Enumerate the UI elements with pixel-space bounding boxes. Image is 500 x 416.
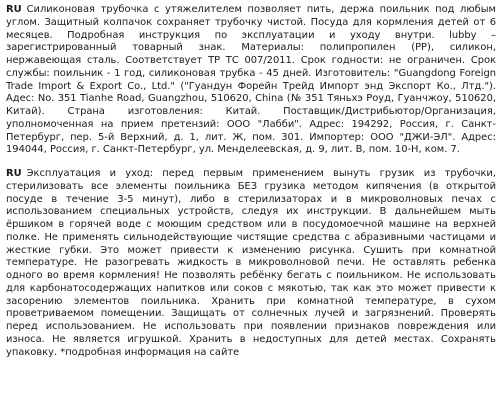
care-instructions-text: Эксплуатация и уход: перед первым применением вынуть грузик из трубочки, стерилизовать все элементы поильника БЕЗ грузика методом кипячения (в открытой посуде в течение 3-5 минут), либо в стерилизаторах и в микроволновых печах с использованием специальных устройств, следуя их инструкции. В дальнейшем мыть ёршиком в горячей воде с моющим средством или в посудомоечной машине на верхней полке. Не применять сильнодействующие чистящие средства с абразивными частицами и жесткие губки. Это может привести к изменению рисунка. Сушить при комнатной температуре. Не разогревать жидкость в микроволновой печи. Не оставлять ребенка одного во время кормления! Не позволять ребёнку бегать с поильником. Не использовать для карбонатосодержащих напитков или соков с мякотью, так как это может привести к засорению элементов поильника. Хранить при комнатной температуре, в сухом проветриваемом помещении. Защищать от солнечных лучей и загрязнений. Проверять перед использованием. Не использовать при появлении признаков повреждения или износа. Не является игрушкой. Хранить в недоступных для детей местах. Сохранять упаковку. *подробная информация на сайте	[6, 168, 496, 358]
label-document	[6, 4, 496, 359]
language-code: RU	[6, 4, 22, 15]
language-code: RU	[6, 168, 22, 179]
product-description-text: Силиконовая трубочка с утяжелителем позволяет пить, держа поильник под любым углом. Защитный колпачок сохраняет трубочку чистой. Посуда для кормления детей от 6 месяцев. Подробная инструкция по эксплуатации и уходу внутри. lubby – зарегистрированный товарный знак. Материалы: полипропилен (PP), силикон, нержавеющая сталь. Соответствует ТР ТС 007/2011. Срок годности: не ограничен. Срок службы: поильник - 1 год, силиконовая трубка - 45 дней. Изготовитель: "Guangdong Foreign Trade Import & Export Co., Ltd." ("Гуандун Форейн Трейд Импорт энд Экспорт Ко., Лтд."). Адес: No. 351 Tianhe Road, Guangzhou, 510620, China (№ 351 Тяньхэ Роуд, Гуанчжоу, 510620, Китай). Страна изготовления: Китай. Поставщик/Дистрибьютор/Организация, уполномоченная на прием претензий: ООО "Лабби". Адрес: 194292, Россия, г. Санкт-Петербург, пер. 5-й Верхний, д. 1, лит. Ж, пом. 301. Импортер: ООО "ДЖИ-ЭЛ". Адрес: 194044, Россия, г. Санкт-Петербург, ул. Менделеевская, д. 9, лит. В, пом. 10-Н, ком. 7.	[6, 4, 496, 156]
care-instructions-paragraph	[6, 168, 496, 359]
product-description-paragraph	[6, 4, 496, 157]
